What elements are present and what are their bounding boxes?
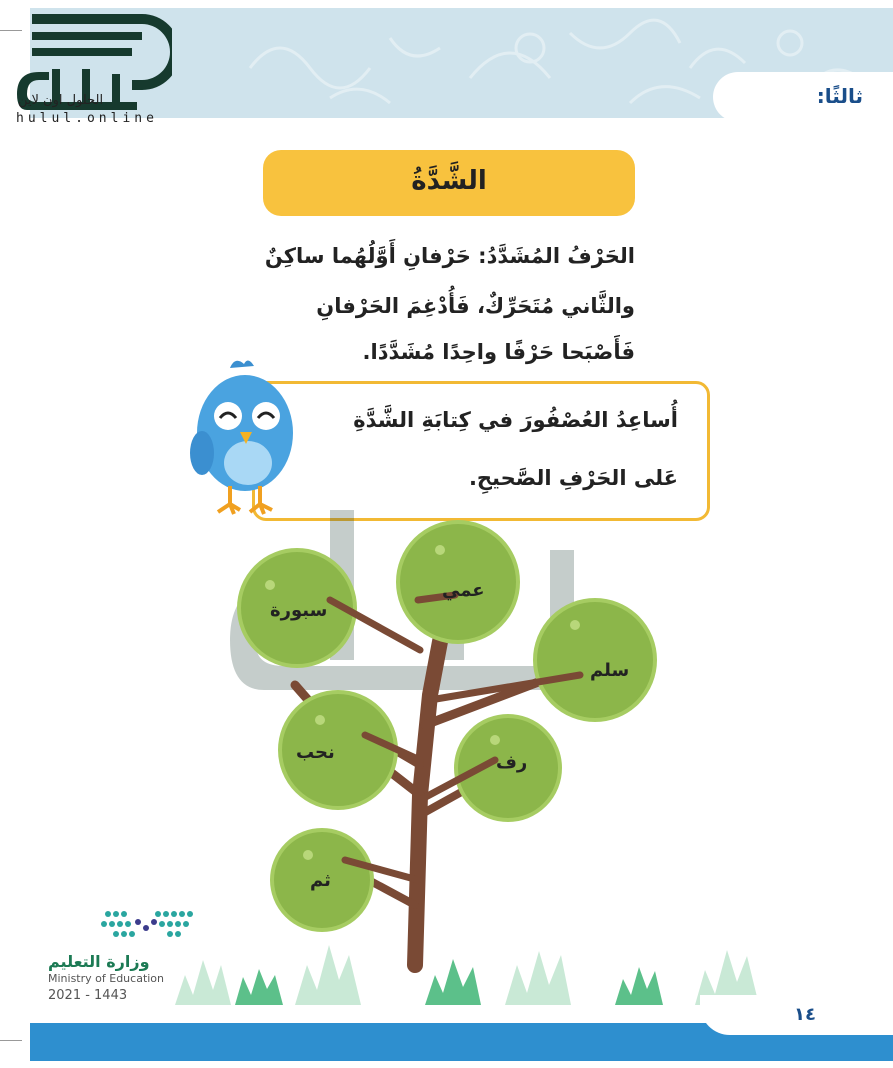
edition-year: 2021 - 1443 bbox=[48, 988, 128, 1003]
tree-word[interactable]: ثم bbox=[310, 870, 331, 891]
page-number: ١٤ bbox=[794, 1004, 816, 1025]
instruction-line: أُساعِدُ العُصْفُورَ في كِتابَةِ الشَّدَّةِ bbox=[353, 408, 678, 432]
logo-arabic-text: الحلول اون لاين bbox=[18, 93, 104, 108]
instruction-line: عَلى الحَرْفِ الصَّحيحِ. bbox=[468, 466, 678, 490]
ministry-name-en: Ministry of Education bbox=[48, 972, 165, 985]
rule-line: والثَّاني مُتَحَرِّكٌ، فَأُدْغِمَ الحَرْفانِ bbox=[316, 294, 635, 318]
ministry-name-ar: وزارة التعليم bbox=[48, 952, 150, 971]
lesson-title: الشَّدَّةُ bbox=[411, 166, 487, 196]
ministry-logo bbox=[98, 908, 203, 944]
section-label: ثالثًا: bbox=[816, 84, 863, 108]
tree-word[interactable]: نحب bbox=[296, 742, 335, 763]
grass-illustration bbox=[175, 925, 815, 1005]
tree-word[interactable]: رف bbox=[496, 752, 528, 773]
rule-line: فَأَصْبَحا حَرْفًا واحِدًا مُشَدَّدًا. bbox=[362, 340, 635, 364]
tree-word[interactable]: سلم bbox=[590, 660, 630, 681]
logo-url: hulul.online bbox=[16, 111, 158, 126]
tree-word[interactable]: سبورة bbox=[270, 600, 328, 621]
rule-line: الحَرْفُ المُشَدَّدُ: حَرْفانِ أَوَّلُهُما ساكِنٌ bbox=[264, 244, 635, 268]
tree-word[interactable]: عمي bbox=[442, 580, 485, 601]
